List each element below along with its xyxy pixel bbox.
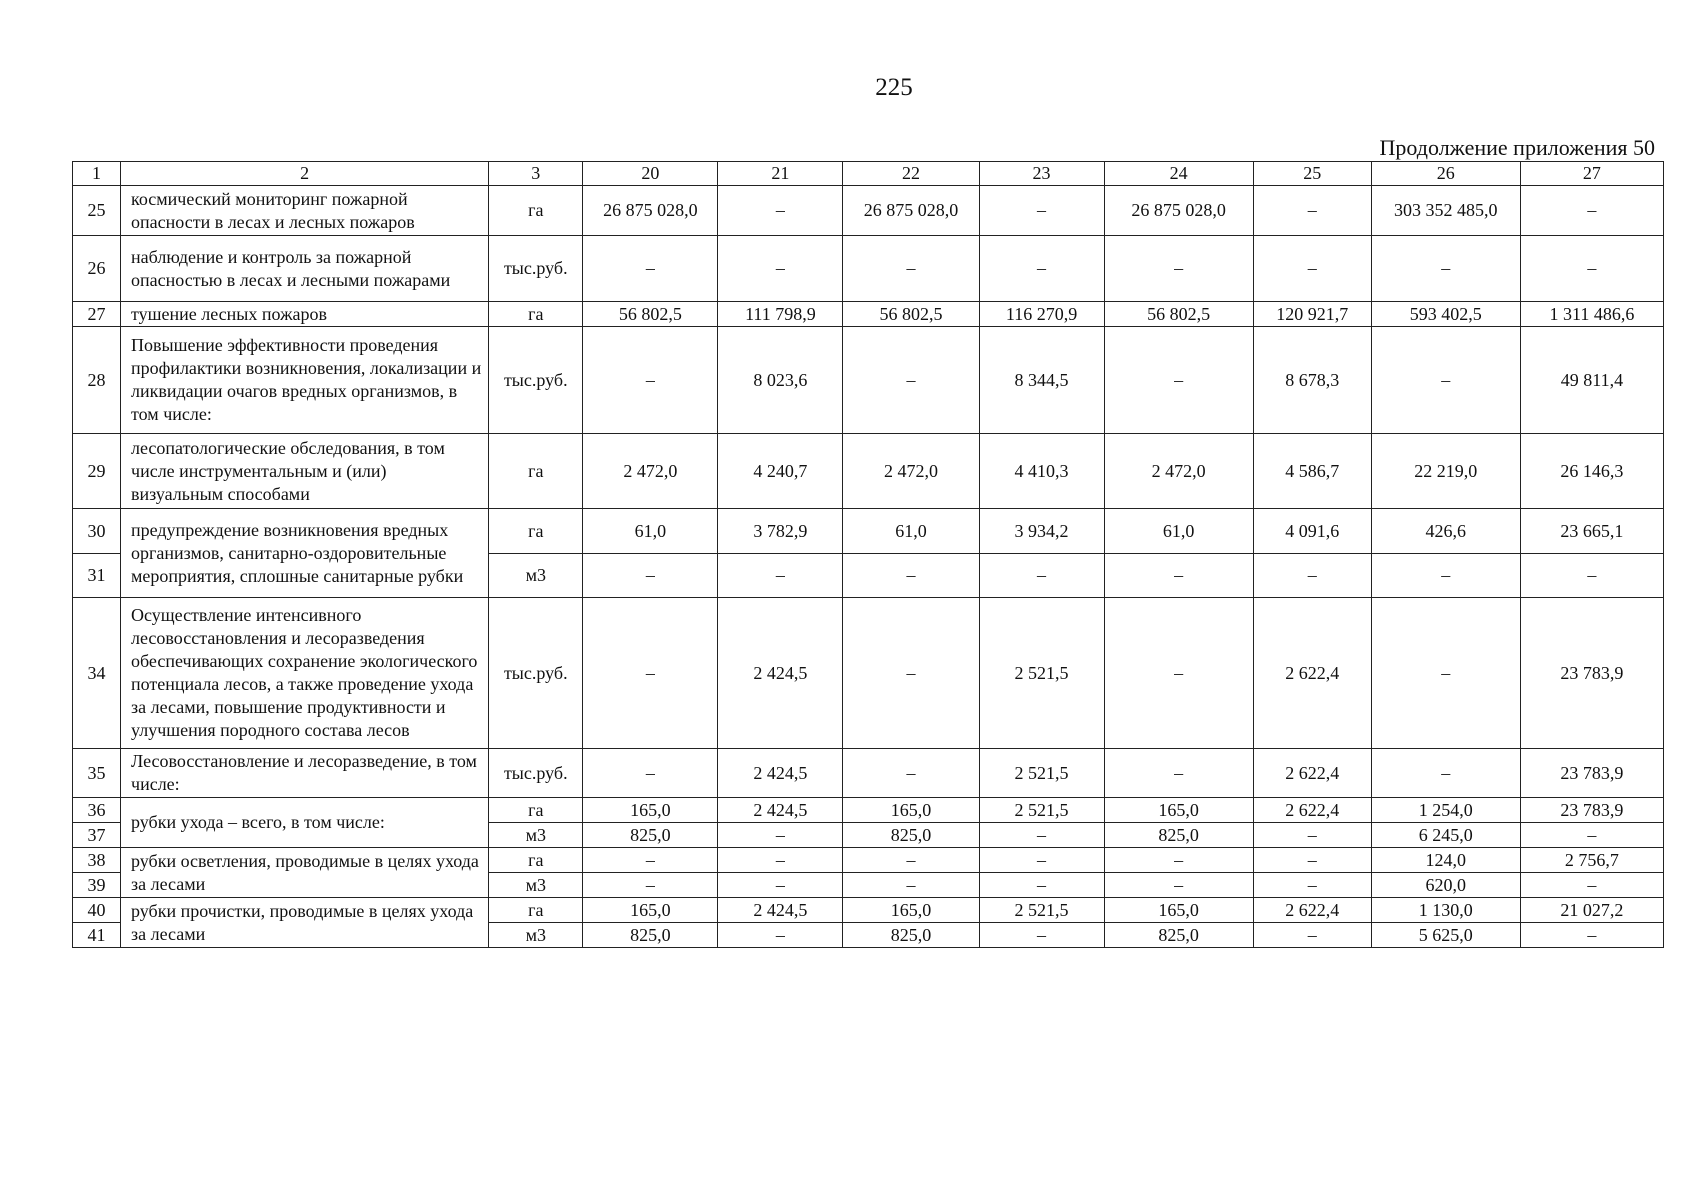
continuation-label: Продолжение приложения 50 (1379, 135, 1655, 160)
table-body (73, 162, 1664, 948)
cell-value: – (979, 554, 1104, 598)
cell-value: – (1104, 873, 1253, 898)
cell-value: 61,0 (843, 509, 979, 554)
column-header: 25 (1253, 162, 1371, 186)
cell-value: 165,0 (583, 898, 718, 923)
row-unit: м3 (489, 873, 583, 898)
cell-value: – (583, 848, 718, 873)
cell-value: – (1520, 554, 1663, 598)
header-row (73, 162, 1664, 186)
cell-value: 165,0 (583, 798, 718, 823)
cell-value: 165,0 (1104, 898, 1253, 923)
cell-value: – (843, 873, 979, 898)
column-header: 1 (73, 162, 121, 186)
row-number: 40 (73, 898, 121, 923)
cell-value: 23 665,1 (1520, 509, 1663, 554)
row-unit: га (489, 509, 583, 554)
cell-value: 1 311 486,6 (1520, 302, 1663, 327)
cell-value: 49 811,4 (1520, 327, 1663, 434)
row-unit: тыс.руб. (489, 327, 583, 434)
cell-value: – (583, 873, 718, 898)
cell-value: – (1253, 848, 1371, 873)
cell-value: 26 875 028,0 (583, 186, 718, 236)
cell-value: – (1371, 598, 1520, 749)
cell-value: 23 783,9 (1520, 798, 1663, 823)
row-number: 27 (73, 302, 121, 327)
cell-value: 593 402,5 (1371, 302, 1520, 327)
cell-value: 23 783,9 (1520, 598, 1663, 749)
cell-value: 2 622,4 (1253, 749, 1371, 798)
table-row (73, 302, 1664, 327)
cell-value: – (1104, 327, 1253, 434)
cell-value: 426,6 (1371, 509, 1520, 554)
cell-value: 1 130,0 (1371, 898, 1520, 923)
cell-value: 6 245,0 (1371, 823, 1520, 848)
cell-value: – (1253, 873, 1371, 898)
cell-value: 2 521,5 (979, 798, 1104, 823)
cell-value: 825,0 (843, 823, 979, 848)
row-description: предупреждение возникновения вредных организмов, санитарно-оздоровительные мероприятия, сплошные санитарные рубки (121, 509, 489, 598)
cell-value: 2 622,4 (1253, 598, 1371, 749)
cell-value: – (1520, 873, 1663, 898)
cell-value: – (718, 554, 843, 598)
cell-value: – (718, 823, 843, 848)
row-description: Лесовосстановление и лесоразведение, в том числе: (121, 749, 489, 798)
row-description: рубки осветления, проводимые в целях ухода за лесами (121, 848, 489, 898)
table-row (73, 236, 1664, 302)
cell-value: 825,0 (1104, 823, 1253, 848)
cell-value: – (979, 923, 1104, 948)
cell-value: 2 424,5 (718, 598, 843, 749)
cell-value: 165,0 (1104, 798, 1253, 823)
table-row (73, 848, 1664, 873)
cell-value: 2 521,5 (979, 898, 1104, 923)
cell-value: 5 625,0 (1371, 923, 1520, 948)
table-row (73, 898, 1664, 923)
cell-value: – (718, 848, 843, 873)
row-number: 34 (73, 598, 121, 749)
page-number: 225 (875, 74, 913, 101)
cell-value: – (718, 236, 843, 302)
cell-value: – (1253, 554, 1371, 598)
row-unit: га (489, 302, 583, 327)
row-description: лесопатологические обследования, в том числе инструментальным и (или) визуальным способами (121, 434, 489, 509)
row-number: 35 (73, 749, 121, 798)
cell-value: – (1520, 186, 1663, 236)
cell-value: 2 424,5 (718, 749, 843, 798)
column-header: 20 (583, 162, 718, 186)
column-header: 21 (718, 162, 843, 186)
table-row (73, 749, 1664, 798)
row-description: рубки ухода – всего, в том числе: (121, 798, 489, 848)
cell-value: 4 091,6 (1253, 509, 1371, 554)
column-header: 27 (1520, 162, 1663, 186)
cell-value: 3 782,9 (718, 509, 843, 554)
row-unit: м3 (489, 923, 583, 948)
row-number: 39 (73, 873, 121, 898)
row-description: Повышение эффективности проведения профилактики возникновения, локализации и ликвидации очагов вредных организмов, в том числе: (121, 327, 489, 434)
cell-value: 825,0 (843, 923, 979, 948)
cell-value: – (583, 327, 718, 434)
cell-value: 1 254,0 (1371, 798, 1520, 823)
cell-value: – (583, 236, 718, 302)
cell-value: – (1520, 923, 1663, 948)
cell-value: 56 802,5 (843, 302, 979, 327)
cell-value: – (1104, 554, 1253, 598)
row-description: Осуществление интенсивного лесовосстановления и лесоразведения обеспечивающих сохранение экологического потенциала лесов, а также проведение ухода за лесами, повышение продуктивности и улучшения породного состава лесов (121, 598, 489, 749)
cell-value: 4 586,7 (1253, 434, 1371, 509)
column-header: 22 (843, 162, 979, 186)
cell-value: 825,0 (583, 823, 718, 848)
cell-value: – (979, 186, 1104, 236)
cell-value: 4 410,3 (979, 434, 1104, 509)
cell-value: 2 472,0 (1104, 434, 1253, 509)
cell-value: 825,0 (583, 923, 718, 948)
cell-value: – (979, 873, 1104, 898)
row-number: 38 (73, 848, 121, 873)
row-number: 37 (73, 823, 121, 848)
cell-value: – (1104, 749, 1253, 798)
cell-value: 620,0 (1371, 873, 1520, 898)
cell-value: – (1520, 823, 1663, 848)
row-description: тушение лесных пожаров (121, 302, 489, 327)
row-number: 36 (73, 798, 121, 823)
table-row (73, 186, 1664, 236)
cell-value: – (718, 923, 843, 948)
cell-value: – (1253, 236, 1371, 302)
cell-value: – (583, 598, 718, 749)
column-header: 23 (979, 162, 1104, 186)
cell-value: – (718, 873, 843, 898)
cell-value: 2 622,4 (1253, 898, 1371, 923)
cell-value: 825,0 (1104, 923, 1253, 948)
cell-value: 61,0 (1104, 509, 1253, 554)
cell-value: 8 678,3 (1253, 327, 1371, 434)
row-number: 28 (73, 327, 121, 434)
cell-value: – (843, 236, 979, 302)
cell-value: 124,0 (1371, 848, 1520, 873)
column-header: 24 (1104, 162, 1253, 186)
row-number: 41 (73, 923, 121, 948)
cell-value: – (1371, 327, 1520, 434)
row-unit: га (489, 798, 583, 823)
cell-value: 2 521,5 (979, 598, 1104, 749)
cell-value: – (583, 554, 718, 598)
cell-value: – (1104, 236, 1253, 302)
cell-value: – (843, 327, 979, 434)
cell-value: 2 622,4 (1253, 798, 1371, 823)
cell-value: 4 240,7 (718, 434, 843, 509)
cell-value: 56 802,5 (583, 302, 718, 327)
cell-value: – (1371, 749, 1520, 798)
cell-value: – (1104, 848, 1253, 873)
cell-value: 8 023,6 (718, 327, 843, 434)
cell-value: – (1253, 186, 1371, 236)
cell-value: 26 146,3 (1520, 434, 1663, 509)
cell-value: 2 472,0 (843, 434, 979, 509)
cell-value: 111 798,9 (718, 302, 843, 327)
row-number: 31 (73, 554, 121, 598)
cell-value: – (1520, 236, 1663, 302)
row-unit: га (489, 186, 583, 236)
column-header: 2 (121, 162, 489, 186)
cell-value: 22 219,0 (1371, 434, 1520, 509)
cell-value: 21 027,2 (1520, 898, 1663, 923)
cell-value: – (1371, 236, 1520, 302)
row-unit: м3 (489, 823, 583, 848)
row-number: 30 (73, 509, 121, 554)
table-row (73, 509, 1664, 554)
row-description: наблюдение и контроль за пожарной опасностью в лесах и лесными пожарами (121, 236, 489, 302)
cell-value: – (979, 236, 1104, 302)
cell-value: – (843, 554, 979, 598)
cell-value: 26 875 028,0 (1104, 186, 1253, 236)
row-number: 29 (73, 434, 121, 509)
cell-value: 8 344,5 (979, 327, 1104, 434)
cell-value: 2 756,7 (1520, 848, 1663, 873)
cell-value: – (979, 848, 1104, 873)
row-description: рубки прочистки, проводимые в целях ухода за лесами (121, 898, 489, 948)
cell-value: – (583, 749, 718, 798)
cell-value: 2 424,5 (718, 798, 843, 823)
cell-value: 56 802,5 (1104, 302, 1253, 327)
cell-value: 120 921,7 (1253, 302, 1371, 327)
cell-value: 2 472,0 (583, 434, 718, 509)
cell-value: – (979, 823, 1104, 848)
cell-value: – (843, 598, 979, 749)
row-unit: тыс.руб. (489, 236, 583, 302)
cell-value: 3 934,2 (979, 509, 1104, 554)
cell-value: 303 352 485,0 (1371, 186, 1520, 236)
row-unit: м3 (489, 554, 583, 598)
row-unit: тыс.руб. (489, 749, 583, 798)
cell-value: 23 783,9 (1520, 749, 1663, 798)
cell-value: – (1104, 598, 1253, 749)
table-row (73, 598, 1664, 749)
row-number: 26 (73, 236, 121, 302)
row-unit: га (489, 898, 583, 923)
row-unit: га (489, 434, 583, 509)
cell-value: 116 270,9 (979, 302, 1104, 327)
row-number: 25 (73, 186, 121, 236)
column-header: 26 (1371, 162, 1520, 186)
cell-value: – (718, 186, 843, 236)
cell-value: 2 424,5 (718, 898, 843, 923)
column-header: 3 (489, 162, 583, 186)
cell-value: – (1253, 923, 1371, 948)
cell-value: 165,0 (843, 798, 979, 823)
cell-value: – (1371, 554, 1520, 598)
table-row (73, 798, 1664, 823)
row-unit: тыс.руб. (489, 598, 583, 749)
cell-value: – (1253, 823, 1371, 848)
row-unit: га (489, 848, 583, 873)
cell-value: 26 875 028,0 (843, 186, 979, 236)
cell-value: 61,0 (583, 509, 718, 554)
data-table (72, 161, 1664, 948)
cell-value: – (843, 848, 979, 873)
table-row (73, 434, 1664, 509)
cell-value: 2 521,5 (979, 749, 1104, 798)
cell-value: – (843, 749, 979, 798)
table-row (73, 327, 1664, 434)
cell-value: 165,0 (843, 898, 979, 923)
row-description: космический мониторинг пожарной опасности в лесах и лесных пожаров (121, 186, 489, 236)
